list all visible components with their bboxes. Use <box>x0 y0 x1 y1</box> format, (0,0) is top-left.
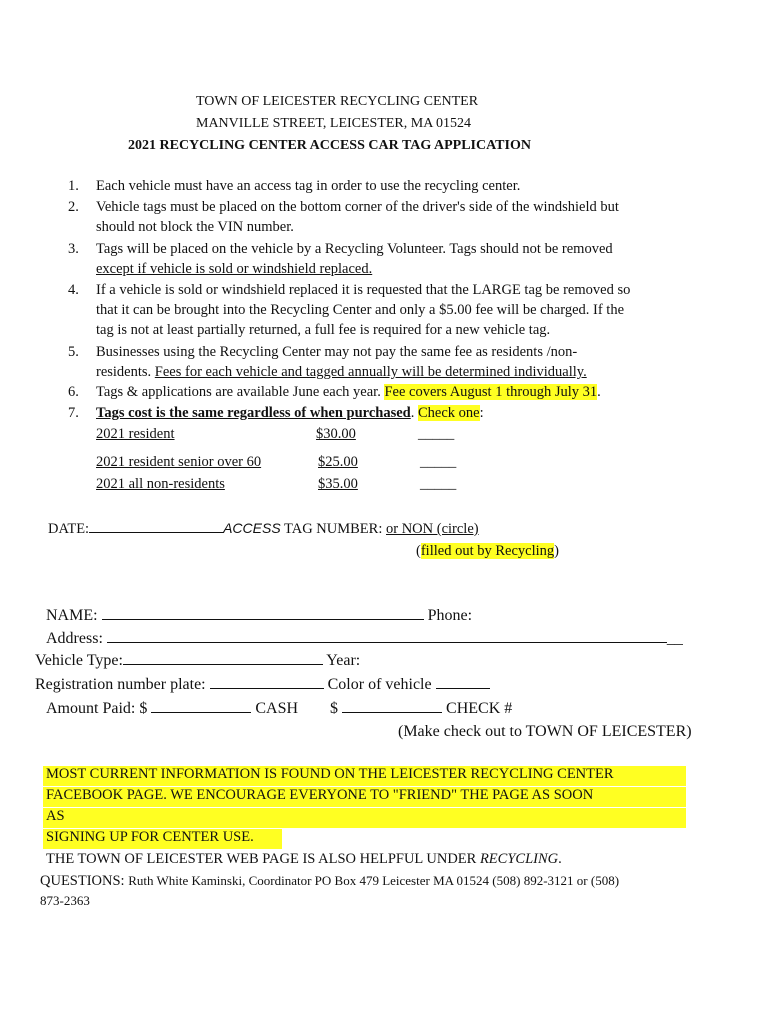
name-field[interactable] <box>102 618 424 620</box>
check-amount-field[interactable] <box>342 711 442 713</box>
plate-field[interactable] <box>210 687 324 689</box>
fee-period-highlight: Fee covers August 1 through July 31 <box>384 384 598 400</box>
notice-line-1: MOST CURRENT INFORMATION IS FOUND ON THE LEICESTER RECYCLING CENTER <box>43 766 686 786</box>
plate-row <box>35 676 490 694</box>
make-check-note: (Make check out to TOWN OF LEICESTER) <box>398 723 692 740</box>
check-label: CHECK # <box>446 700 513 717</box>
notice-line-2: FACEBOOK PAGE. WE ENCOURAGE EVERYONE TO "FRIEND" THE PAGE AS SOON <box>43 787 686 807</box>
header-line-2: MANVILLE STREET, LEICESTER, MA 01524 <box>196 116 472 131</box>
address-label: Address: <box>46 630 103 647</box>
year-label: Year: <box>326 652 361 669</box>
fee-checkbox-blank[interactable]: _____ <box>420 476 457 492</box>
address-field[interactable] <box>107 641 667 643</box>
amount-label: Amount Paid: $ <box>46 700 148 717</box>
date-tag-line <box>48 520 479 538</box>
color-label: Color of vehicle <box>327 676 432 693</box>
color-field[interactable] <box>436 687 490 689</box>
vehicle-type-row <box>35 652 360 670</box>
date-label: DATE: <box>48 521 90 537</box>
header-line-1: TOWN OF LEICESTER RECYCLING CENTER <box>196 94 479 109</box>
or-non-circle[interactable]: or NON (circle) <box>386 521 479 537</box>
fee-checkbox-blank[interactable]: _____ <box>420 454 457 470</box>
cash-label: CASH <box>255 700 299 717</box>
web-page-line: THE TOWN OF LEICESTER WEB PAGE IS ALSO HELPFUL UNDER RECYCLING. <box>46 851 562 867</box>
name-row <box>46 607 472 625</box>
questions-line: QUESTIONS: Ruth White Kaminski, Coordinator PO Box 479 Leicester MA 01524 (508) 892-3121 or (508) <box>40 873 620 889</box>
vehicle-type-label: Vehicle Type: <box>35 652 123 669</box>
notice-line-4: SIGNING UP FOR CENTER USE. <box>43 829 282 849</box>
name-label: NAME: <box>46 607 98 624</box>
tag-number-label: TAG NUMBER: <box>280 521 386 537</box>
fee-checkbox-blank[interactable]: _____ <box>418 426 455 442</box>
filled-by-note: (filled out by Recycling) <box>416 543 559 559</box>
date-field[interactable] <box>89 531 223 533</box>
questions-line-2: 873-2363 <box>40 893 90 908</box>
cash-amount-field[interactable] <box>151 711 251 713</box>
page-title: 2021 RECYCLING CENTER ACCESS CAR TAG APPLICATION <box>128 138 531 153</box>
vehicle-type-field[interactable] <box>123 663 323 665</box>
notice-line-3: AS <box>43 808 686 828</box>
check-one-highlight: Check one <box>417 405 480 421</box>
plate-label: Registration number plate: <box>35 676 206 693</box>
access-label: ACCESS <box>223 520 281 536</box>
amount-row: Amount Paid: $ CASH $ CHECK # <box>46 700 513 717</box>
phone-label: Phone: <box>427 607 473 624</box>
address-row: Address: __ <box>46 630 683 647</box>
